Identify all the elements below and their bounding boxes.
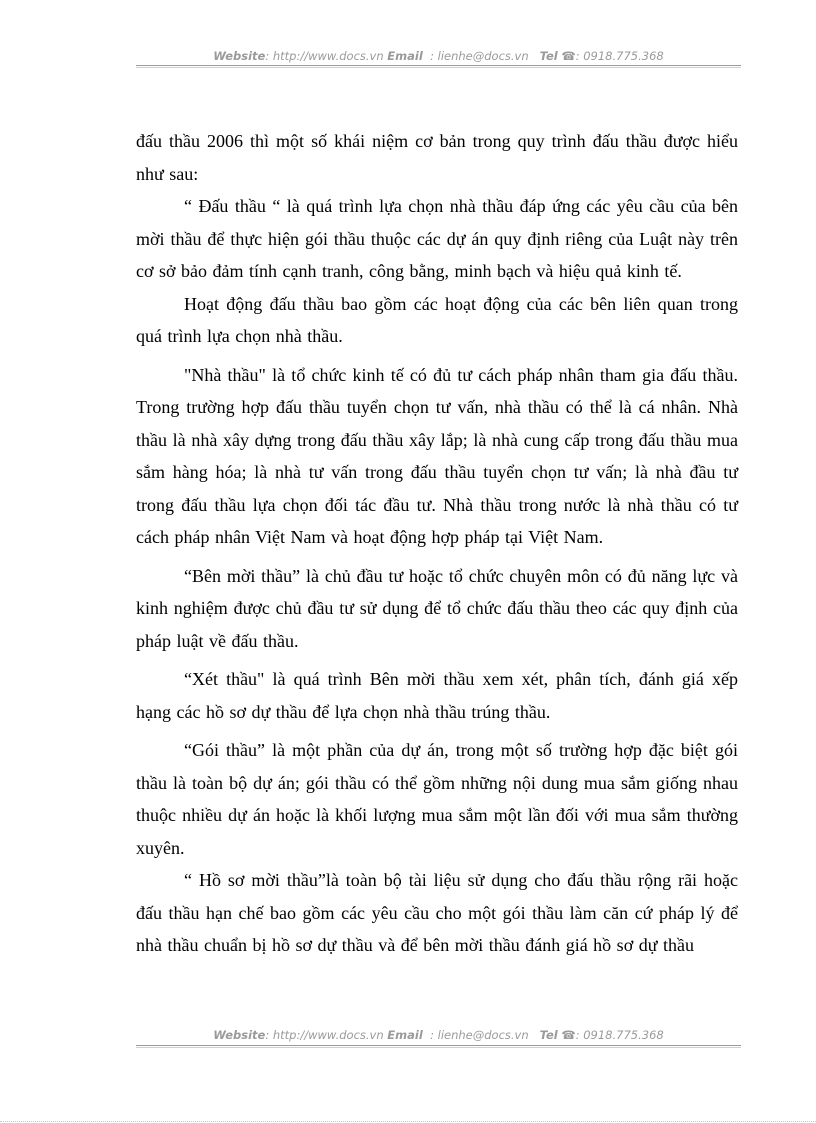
page-header xyxy=(136,48,741,64)
footer-website-url: : http://www.docs.vn xyxy=(265,1028,384,1042)
document-body xyxy=(136,125,738,962)
footer-rule xyxy=(136,1045,741,1048)
paragraph-ho-so-moi-thau: “ Hồ sơ mời thầu”là toàn bộ tài liệu sử dụng cho đấu thầu rộng rãi hoặc đấu thầu hạn chế bao gồm các yêu cầu cho một gói thầu làm căn cứ pháp lý để nhà thầu chuẩn bị hồ sơ dự thầu và để bên mời thầu đánh giá hồ sơ dự thầu xyxy=(136,870,738,955)
header-email-value: : lienhe@docs.vn xyxy=(426,49,529,63)
paragraph-hoat-dong: Hoạt động đấu thầu bao gồm các hoạt động của các bên liên quan trong quá trình lựa chọn nhà thầu. xyxy=(136,293,738,346)
page-footer xyxy=(136,1027,741,1043)
paragraph-ben-moi-thau: “Bên mời thầu” là chủ đầu tư hoặc tổ chức chuyên môn có đủ năng lực và kinh nghiệm được chủ đầu tư sử dụng để tổ chức đấu thầu theo các quy định của pháp luật về đấu thầu. xyxy=(136,565,738,651)
paragraph-nha-thau: "Nhà thầu" là tổ chức kinh tế có đủ tư cách pháp nhân tham gia đấu thầu. Trong trường hợp đấu thầu tuyển chọn tư vấn, nhà thầu có thể là cá nhân. Nhà thầu là nhà xây dựng trong đấu thầu xây lắp; là nhà cung cấp trong đấu thầu mua sắm hàng hóa; là nhà tư vấn trong đấu thầu tuyển chọn tư vấn; là nhà đầu tư trong đấu thầu lựa chọn đối tác đầu tư. Nhà thầu trong nước là nhà thầu có tư cách pháp nhân Việt Nam và hoạt động hợp pháp tại Việt Nam. xyxy=(136,364,738,547)
footer-email-value: : lienhe@docs.vn xyxy=(426,1028,529,1042)
header-tel-value: ☎: 0918.775.368 xyxy=(561,49,664,63)
header-website-url: : http://www.docs.vn xyxy=(265,49,384,63)
page-edge-divider xyxy=(0,1121,816,1122)
footer-website-label: Website xyxy=(213,1028,266,1042)
footer-email-label: Email xyxy=(387,1028,423,1042)
paragraph-continuation: đấu thầu 2006 thì một số khái niệm cơ bản trong quy trình đấu thầu được hiểu như sau: xyxy=(136,131,738,184)
header-website-label: Website xyxy=(213,49,266,63)
header-rule xyxy=(136,65,741,68)
paragraph-xet-thau: “Xét thầu" là quá trình Bên mời thầu xem xét, phân tích, đánh giá xếp hạng các hồ sơ dự thầu để lựa chọn nhà thầu trúng thầu. xyxy=(136,669,738,722)
header-tel-label: Tel xyxy=(539,49,558,63)
header-email-label: Email xyxy=(387,49,423,63)
footer-tel-value: ☎: 0918.775.368 xyxy=(561,1028,664,1042)
paragraph-dau-thau: “ Đấu thầu “ là quá trình lựa chọn nhà thầu đáp ứng các yêu cầu của bên mời thầu để thực hiện gói thầu thuộc các dự án quy định riêng của Luật này trên cơ sở bảo đảm tính cạnh tranh, công bằng, minh bạch và hiệu quả kinh tế. xyxy=(136,196,738,281)
footer-tel-label: Tel xyxy=(539,1028,558,1042)
paragraph-goi-thau: “Gói thầu” là một phần của dự án, trong một số trường hợp đặc biệt gói thầu là toàn bộ dự án; gói thầu có thể gồm những nội dung mua sắm giống nhau thuộc nhiều dự án hoặc là khối lượng mua sắm một lần đối với mua sắm thường xuyên. xyxy=(136,740,738,858)
